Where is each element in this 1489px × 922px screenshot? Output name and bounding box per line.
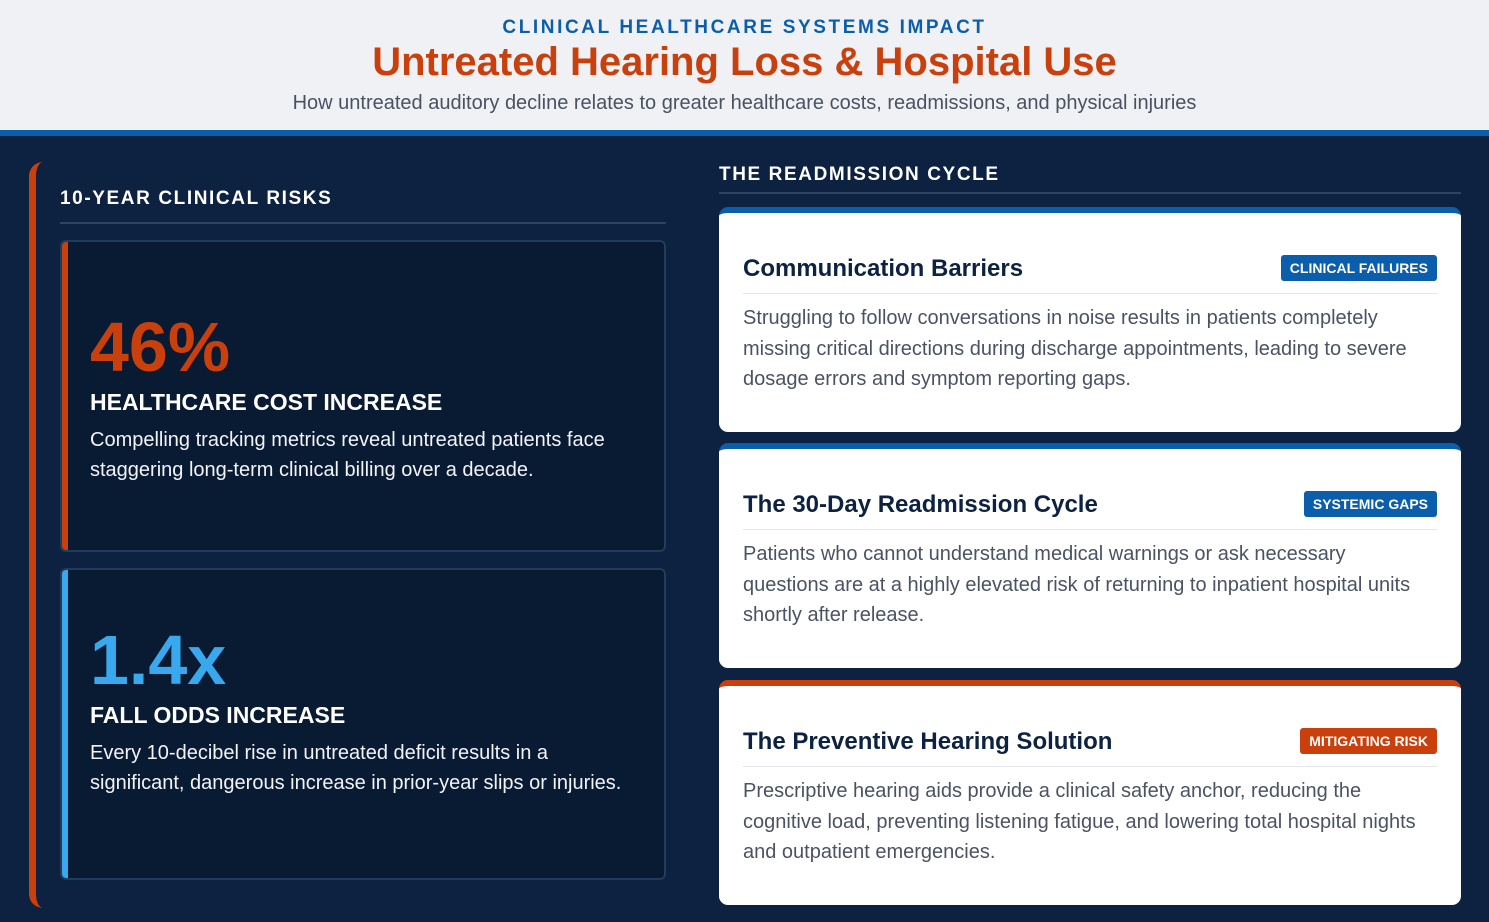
stat-accent-bar [62, 570, 68, 878]
stat-label: FALL ODDS INCREASE [90, 702, 346, 728]
card-preventive-solution [719, 680, 1461, 905]
stat-value: 1.4x [90, 621, 227, 699]
stat-description: Every 10-decibel rise in untreated deficit results in a significant, dangerous increase in prior-year slips or injuries. [90, 742, 622, 794]
stat-description: Compelling tracking metrics reveal untreated patients face staggering long-term clinical billing over a decade. [90, 429, 605, 481]
card-title: The Preventive Hearing Solution [743, 728, 1113, 755]
card-readmission-cycle [719, 443, 1461, 668]
status-badge: SYSTEMIC GAPS [1304, 491, 1437, 517]
stat-card-falls [60, 568, 666, 880]
card-text: Patients who cannot understand medical warnings or ask necessary questions are at a highly elevated risk of returning to inpatient hospital units shortly after release. [743, 543, 1411, 626]
clinical-risks-panel [29, 162, 679, 908]
status-badge: CLINICAL FAILURES [1281, 255, 1437, 281]
readmission-cycle-heading: THE READMISSION CYCLE [719, 164, 1000, 185]
stat-label: HEALTHCARE COST INCREASE [90, 389, 443, 415]
page-subtitle: How untreated auditory decline relates to greater healthcare costs, readmissions, and physical injuries [292, 92, 1197, 114]
card-title: Communication Barriers [743, 255, 1024, 282]
stat-accent-bar [62, 242, 68, 550]
page-header [0, 0, 1489, 136]
card-title: The 30-Day Readmission Cycle [743, 491, 1098, 518]
stat-value: 46% [90, 308, 231, 386]
card-text: Prescriptive hearing aids provide a clinical safety anchor, reducing the cognitive load, preventing listening fatigue, and lowering total hospital nights and outpatient emergencies. [743, 780, 1416, 863]
stat-card-cost [60, 240, 666, 552]
card-divider [743, 766, 1437, 767]
clinical-risks-heading: 10-YEAR CLINICAL RISKS [60, 188, 333, 209]
section-divider [719, 192, 1461, 194]
status-badge: MITIGATING RISK [1300, 728, 1437, 754]
header-kicker: CLINICAL HEALTHCARE SYSTEMS IMPACT [502, 17, 987, 38]
card-text: Struggling to follow conversations in noise results in patients completely missing critical directions during discharge appointments, leading to severe dosage errors and symptom reporting gaps. [743, 307, 1407, 390]
card-communication-barriers [719, 207, 1461, 432]
card-divider [743, 529, 1437, 530]
section-divider [60, 222, 666, 224]
page-title: Untreated Hearing Loss & Hospital Use [372, 40, 1117, 84]
card-divider [743, 293, 1437, 294]
